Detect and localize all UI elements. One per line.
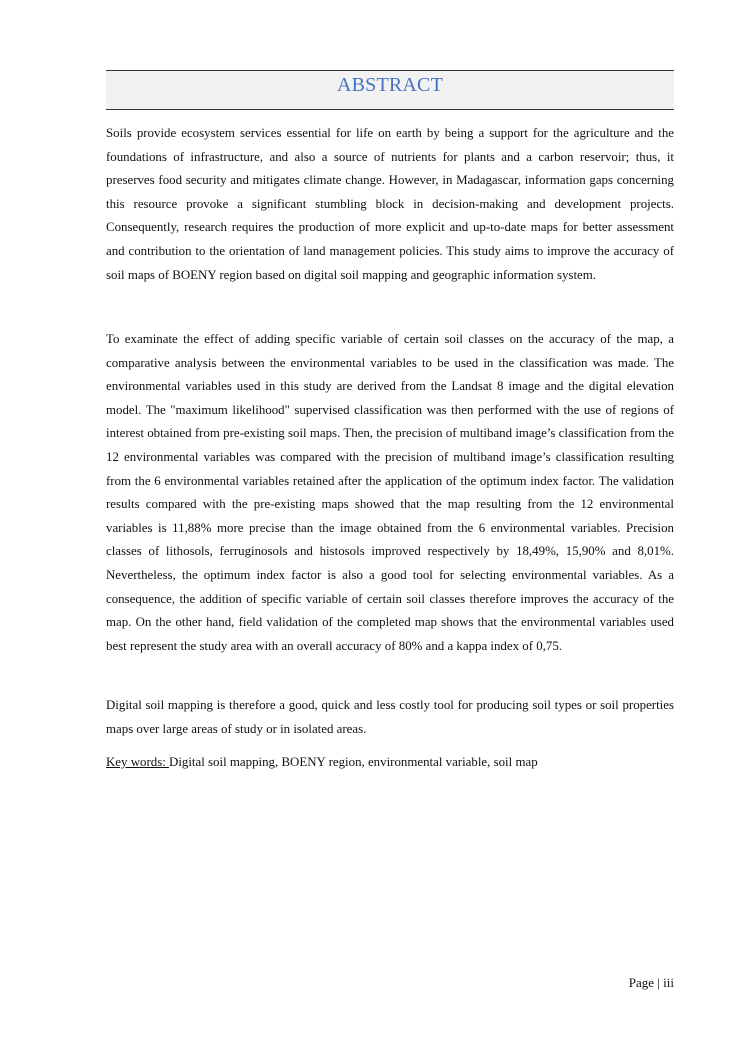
abstract-paragraph-2: To examinate the effect of adding specific variable of certain soil classes on the accuracy of the map, a comparative analysis between the environmental variables to be used in the classification was made. The environmental variables used in this study are derived from the Landsat 8 image and the digital elevation model. The "maximum likelihood" supervised classification was then performed with the use of regions of interest obtained from pre-existing soil maps. Then, the precision of multiband image’s classification from the 12 environmental variables was compared with the precision of multiband image’s classification resulting from the 6 environmental variables retained after the application of the optimum index factor. The validation results compared with the pre-existing maps showed that the map resulting from the 12 environmental variables is 11,88% more precise than the image obtained from the 6 environmental variables. Precision classes of lithosols, ferruginosols and histosols improved respectively by 18,49%, 15,90% and 8,01%. Nevertheless, the optimum index factor is also a good tool for selecting environmental variables. As a consequence, the addition of specific variable of certain soil classes therefore improves the accuracy of the map. On the other hand, field validation of the completed map shows that the environmental variables used best represent the study area with an overall accuracy of 80% and a kappa index of 0,75. — [106, 332, 674, 653]
page-number: Page | iii — [628, 975, 674, 990]
keywords-text: Digital soil mapping, BOENY region, environmental variable, soil map — [169, 755, 538, 769]
keywords-line — [106, 751, 674, 775]
abstract-paragraph-1: Soils provide ecosystem services essential for life on earth by being a support for the agriculture and the foundations of infrastructure, and also a source of nutrients for plants and a carbon reservoir; thus, it preserves food security and mitigates climate change. However, in Madagascar, information gaps concerning this resource provoke a significant stumbling block in decision-making and development projects. Consequently, research requires the production of more explicit and up-to-date maps for better assessment and contribution to the orientation of land management policies. This study aims to improve the accuracy of soil maps of BOENY region based on digital soil mapping and geographic information system. — [106, 126, 674, 282]
abstract-title-bar — [106, 70, 674, 110]
page-title: ABSTRACT — [336, 74, 444, 96]
keywords-label: Key words: — [106, 755, 170, 769]
abstract-paragraph-3: Digital soil mapping is therefore a good, quick and less costly tool for producing soil types or soil properties maps over large areas of study or in isolated areas. — [106, 698, 674, 736]
